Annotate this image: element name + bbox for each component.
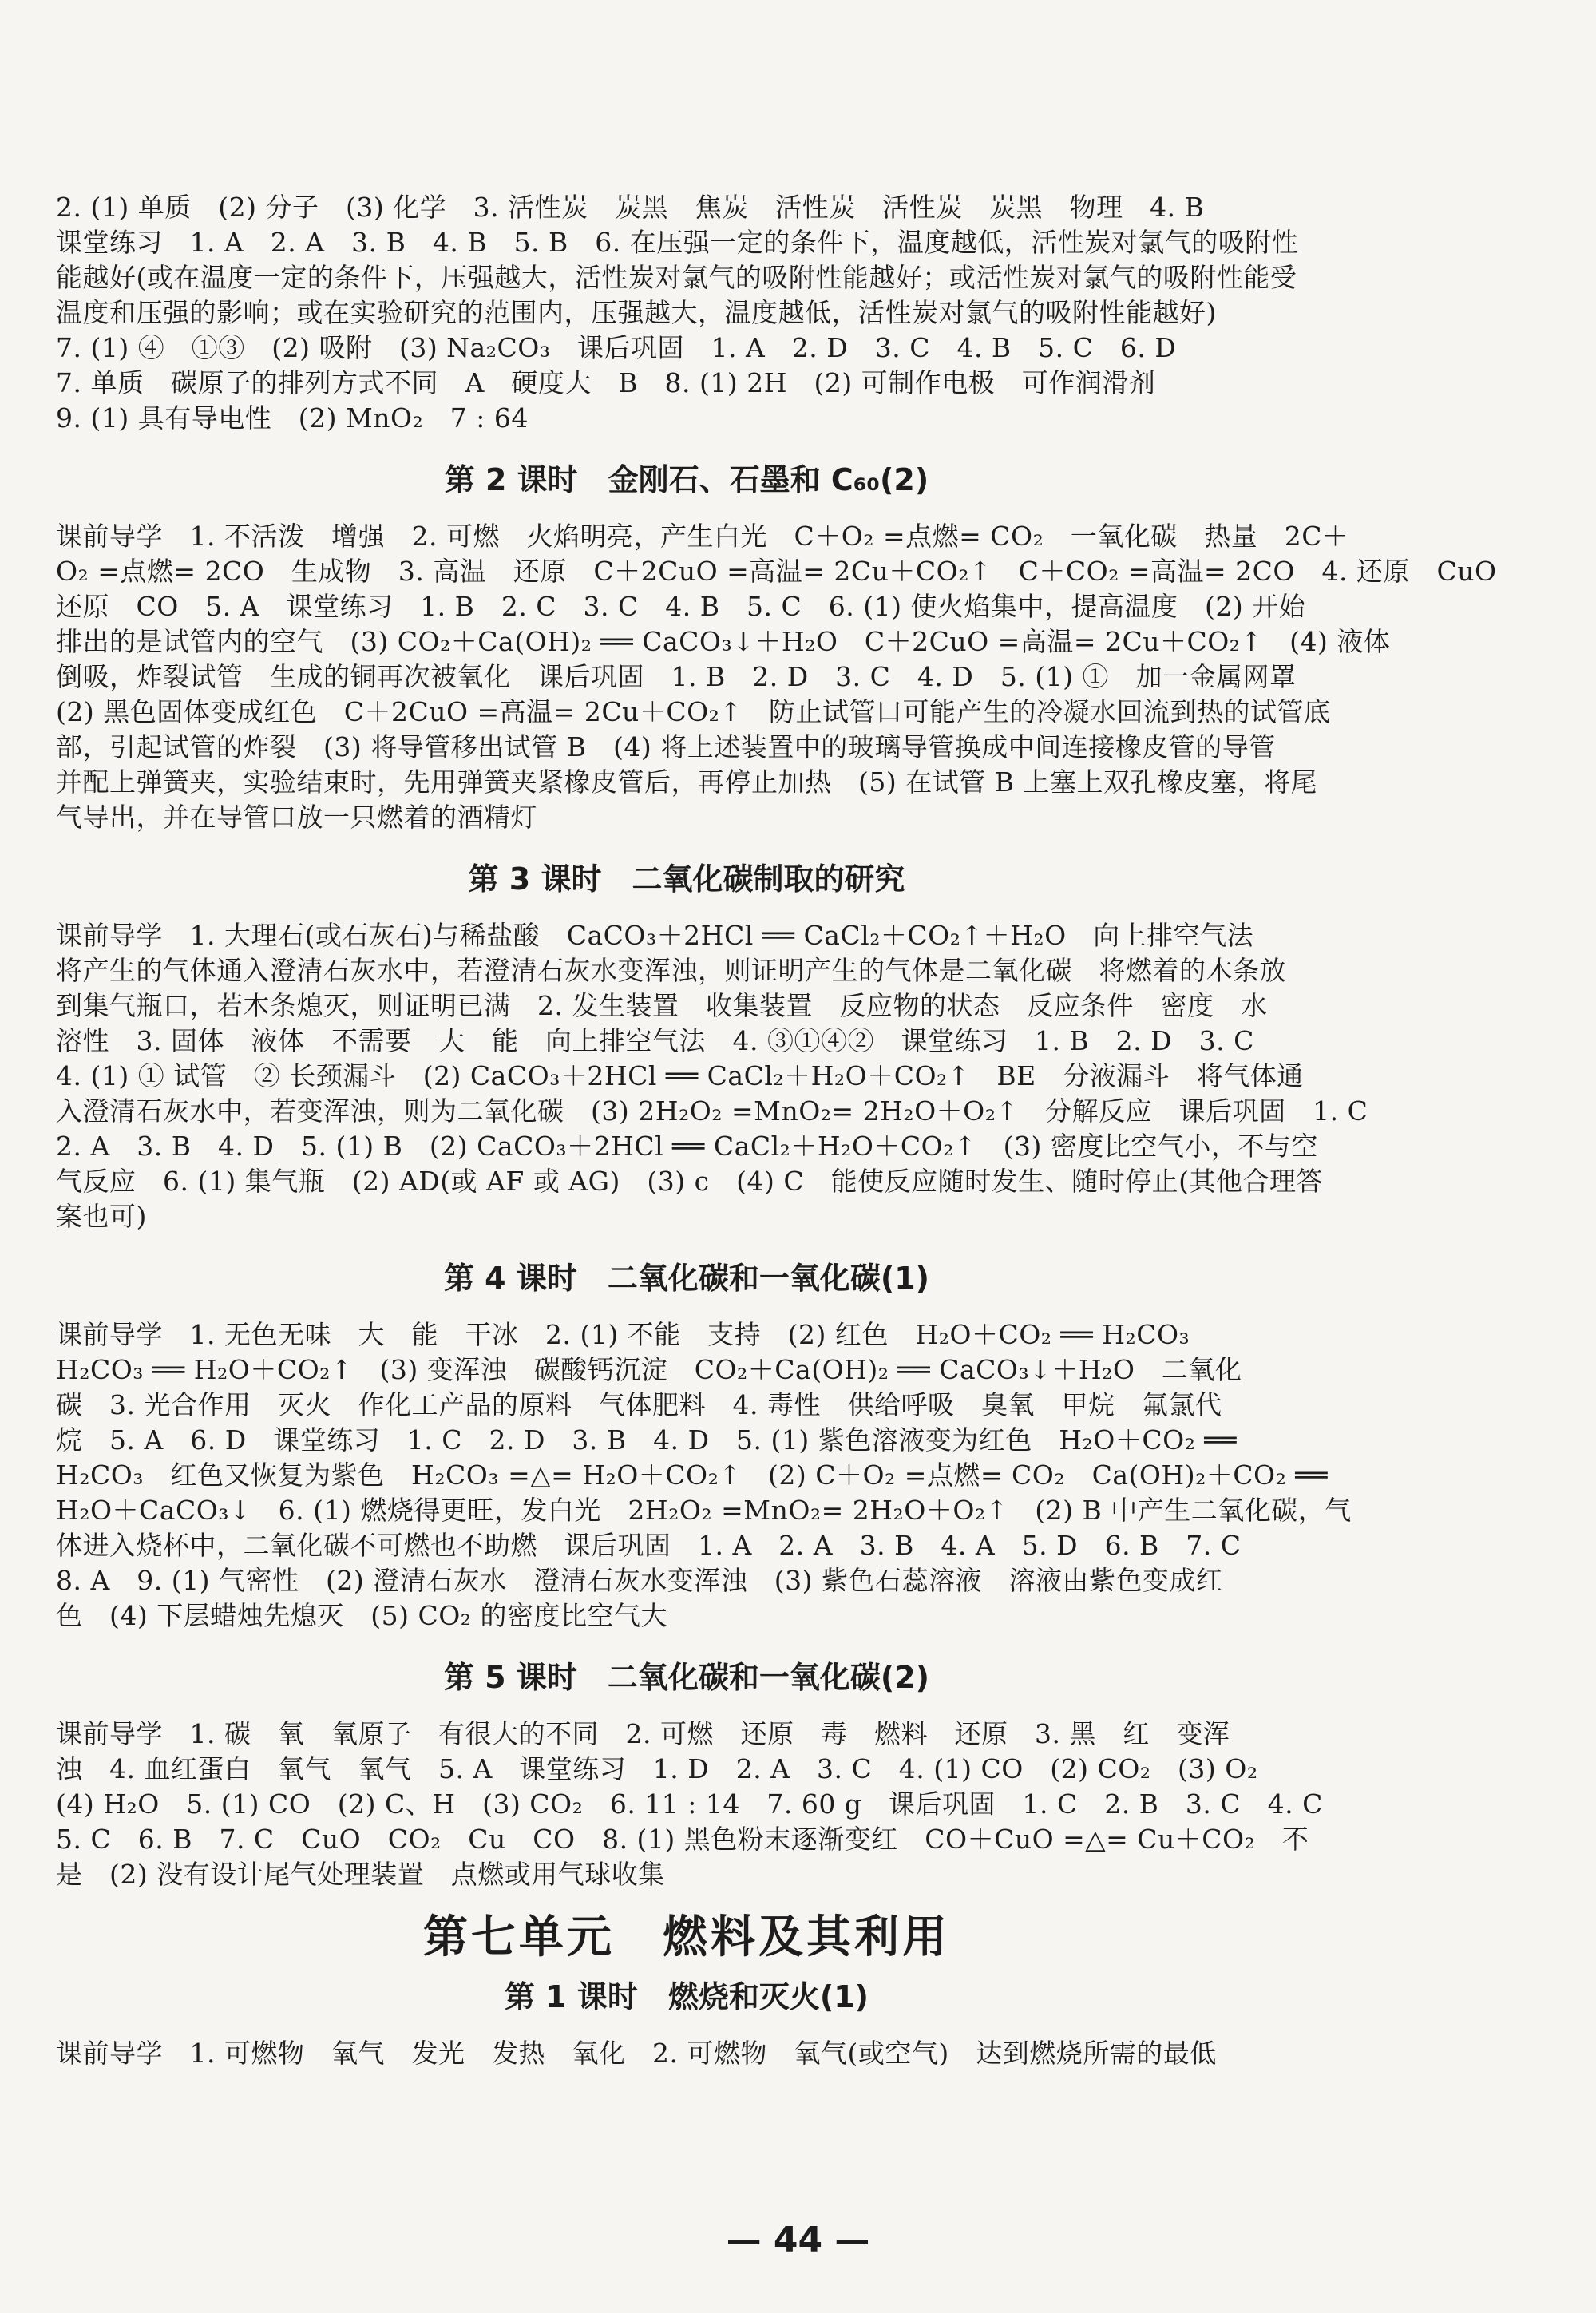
text-line: 课前导学 1. 可燃物 氧气 发光 发热 氧化 2. 可燃物 氧气(或空气) 达到燃烧所需的最低 — [56, 2038, 1217, 2069]
section-heading: 第 4 课时 二氧化碳和一氧化碳(1) — [443, 1261, 930, 1296]
text-line: H₂CO₃ 红色又恢复为紫色 H₂CO₃ =△= H₂O＋CO₂↑ (2) C＋O₂ =点燃= CO₂ Ca(OH)₂＋CO₂ ══ — [56, 1459, 1329, 1491]
text-line: 入澄清石灰水中，若变浑浊，则为二氧化碳 (3) 2H₂O₂ =MnO₂= 2H₂O＋O₂↑ 分解反应 课后巩固 1. C — [56, 1095, 1368, 1127]
text-line: 是 (2) 没有设计尾气处理装置 点燃或用气球收集 — [56, 1859, 665, 1890]
text-line: H₂CO₃ ══ H₂O＋CO₂↑ (3) 变浑浊 碳酸钙沉淀 CO₂＋Ca(OH)₂ ══ CaCO₃↓＋H₂O 二氧化 — [56, 1354, 1242, 1385]
text-line: 2. A 3. B 4. D 5. (1) B (2) CaCO₃＋2HCl ══ CaCl₂＋H₂O＋CO₂↑ (3) 密度比空气小，不与空 — [56, 1131, 1318, 1162]
text-line: 倒吸，炸裂试管 生成的铜再次被氧化 课后巩固 1. B 2. D 3. C 4. D 5. (1) ① 加一金属网罩 — [56, 661, 1297, 692]
text-line: 9. (1) 具有导电性 (2) MnO₂ 7 : 64 — [56, 402, 529, 434]
text-line: 7. (1) ④ ①③ (2) 吸附 (3) Na₂CO₃ 课后巩固 1. A 2. D 3. C 4. B 5. C 6. D — [56, 332, 1177, 363]
section-body — [56, 2036, 1317, 2071]
text-line: 8. A 9. (1) 气密性 (2) 澄清石灰水 澄清石灰水变浑浊 (3) 紫色石蕊溶液 溶液由紫色变成红 — [56, 1565, 1223, 1596]
text-line: O₂ =点燃= 2CO 生成物 3. 高温 还原 C＋2CuO =高温= 2Cu＋CO₂↑ C＋CO₂ =高温= 2CO 4. 还原 CuO — [56, 556, 1497, 587]
text-line: H₂O＋CaCO₃↓ 6. (1) 燃烧得更旺，发白光 2H₂O₂ =MnO₂= 2H₂O＋O₂↑ (2) B 中产生二氧化碳，气 — [56, 1495, 1352, 1526]
text-line: (2) 黑色固体变成红色 C＋2CuO =高温= 2Cu＋CO₂↑ 防止试管口可能产生的冷凝水回流到热的试管底 — [56, 696, 1331, 727]
text-line: 溶性 3. 固体 液体 不需要 大 能 向上排空气法 4. ③①④② 课堂练习 1. B 2. D 3. C — [56, 1025, 1254, 1056]
text-line: 到集气瓶口，若木条熄灭，则证明已满 2. 发生装置 收集装置 反应物的状态 反应条件 密度 水 — [56, 990, 1268, 1021]
section-body — [56, 1717, 1323, 1892]
text-line: 将产生的气体通入澄清石灰水中，若澄清石灰水变浑浊，则证明产生的气体是二氧化碳 将燃着的木条放 — [56, 955, 1286, 986]
text-line: 课前导学 1. 无色无味 大 能 干冰 2. (1) 不能 支持 (2) 红色 H₂O＋CO₂ ══ H₂CO₃ — [56, 1319, 1190, 1350]
text-line: 温度和压强的影响；或在实验研究的范围内，压强越大，温度越低，活性炭对氯气的吸附性能越好) — [56, 297, 1217, 328]
text-line: 2. (1) 单质 (2) 分子 (3) 化学 3. 活性炭 炭黑 焦炭 活性炭 活性炭 炭黑 物理 4. B — [56, 192, 1205, 223]
text-line: 5. C 6. B 7. C CuO CO₂ Cu CO 8. (1) 黑色粉末逐渐变红 CO＋CuO =△= Cu＋CO₂ 不 — [56, 1824, 1309, 1855]
text-line: 能越好(或在温度一定的条件下，压强越大，活性炭对氯气的吸附性能越好；或活性炭对氯气的吸附性能受 — [56, 262, 1297, 293]
answer-page — [56, 184, 1497, 2071]
text-line: 课前导学 1. 不活泼 增强 2. 可燃 火焰明亮，产生白光 C＋O₂ =点燃= CO₂ 一氧化碳 热量 2C＋ — [56, 521, 1349, 552]
text-line: 课前导学 1. 大理石(或石灰石)与稀盐酸 CaCO₃＋2HCl ══ CaCl₂＋CO₂↑＋H₂O 向上排空气法 — [56, 920, 1254, 951]
section-heading: 第 3 课时 二氧化碳制取的研究 — [468, 861, 905, 897]
text-line: 浊 4. 血红蛋白 氧气 氧气 5. A 课堂练习 1. D 2. A 3. C 4. (1) CO (2) CO₂ (3) O₂ — [56, 1753, 1258, 1784]
text-line: 还原 CO 5. A 课堂练习 1. B 2. C 3. C 4. B 5. C 6. (1) 使火焰集中，提高温度 (2) 开始 — [56, 591, 1306, 622]
text-line: 4. (1) ① 试管 ② 长颈漏斗 (2) CaCO₃＋2HCl ══ CaCl₂＋H₂O＋CO₂↑ BE 分液漏斗 将气体通 — [56, 1060, 1304, 1091]
text-line: 气导出，并在导管口放一只燃着的酒精灯 — [56, 802, 537, 833]
text-line: 课堂练习 1. A 2. A 3. B 4. B 5. B 6. 在压强一定的条件下，温度越低，活性炭对氯气的吸附性 — [56, 227, 1299, 258]
section-body — [56, 918, 1368, 1234]
text-line: 气反应 6. (1) 集气瓶 (2) AD(或 AF 或 AG) (3) c (4) C 能使反应随时发生、随时停止(其他合理答 — [56, 1166, 1323, 1197]
section-body — [56, 519, 1497, 835]
text-line: 部，引起试管的炸裂 (3) 将导管移出试管 B (4) 将上述装置中的玻璃导管换成中间连接橡皮管的导管 — [56, 731, 1276, 762]
section-heading: 第 1 课时 燃烧和灭火(1) — [504, 1979, 869, 2014]
text-line: 体进入烧杯中，二氧化碳不可燃也不助燃 课后巩固 1. A 2. A 3. B 4. A 5. D 6. B 7. C — [56, 1530, 1242, 1561]
section-body — [56, 1317, 1352, 1634]
text-line: 烷 5. A 6. D 课堂练习 1. C 2. D 3. B 4. D 5. (1) 紫色溶液变为红色 H₂O＋CO₂ ══ — [56, 1424, 1238, 1456]
text-line: 课前导学 1. 碳 氧 氧原子 有很大的不同 2. 可燃 还原 毒 燃料 还原 3. 黑 红 变浑 — [56, 1718, 1230, 1749]
text-line: 碳 3. 光合作用 灭火 作化工产品的原料 气体肥料 4. 毒性 供给呼吸 臭氧 甲烷 氟氯代 — [56, 1389, 1222, 1420]
text-line: 并配上弹簧夹，实验结束时，先用弹簧夹紧橡皮管后，再停止加热 (5) 在试管 B 上塞上双孔橡皮塞，将尾 — [56, 766, 1317, 798]
page-number: — 44 — — [726, 2220, 870, 2260]
section-heading: 第 2 课时 金刚石、石墨和 C₆₀(2) — [444, 462, 929, 497]
text-line: 案也可) — [56, 1201, 147, 1232]
text-line: 色 (4) 下层蜡烛先熄灭 (5) CO₂ 的密度比空气大 — [56, 1600, 667, 1631]
section-heading: 第 5 课时 二氧化碳和一氧化碳(2) — [443, 1660, 930, 1695]
text-line: 7. 单质 碳原子的排列方式不同 A 硬度大 B 8. (1) 2H (2) 可制作电极 可作润滑剂 — [56, 367, 1156, 398]
text-line: (4) H₂O 5. (1) CO (2) C、H (3) CO₂ 6. 11 : 14 7. 60 g 课后巩固 1. C 2. B 3. C 4. C — [56, 1788, 1323, 1820]
unit-title: 第七单元 燃料及其利用 — [423, 1911, 950, 1963]
top-answer-block — [56, 190, 1317, 436]
text-line: 排出的是试管内的空气 (3) CO₂＋Ca(OH)₂ ══ CaCO₃↓＋H₂O C＋2CuO =高温= 2Cu＋CO₂↑ (4) 液体 — [56, 626, 1391, 657]
